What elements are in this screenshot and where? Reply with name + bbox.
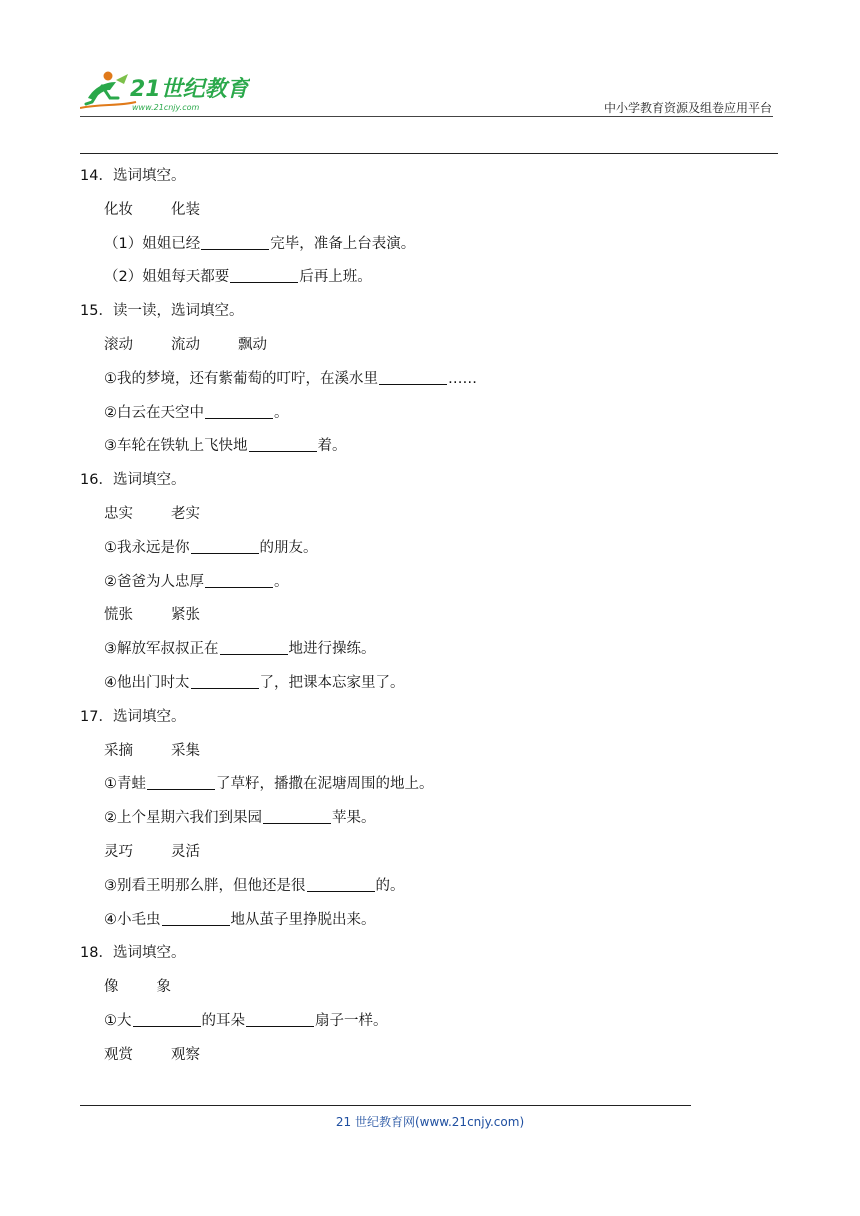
answer-blank[interactable] bbox=[133, 1010, 201, 1027]
sentence-text: ①大 bbox=[104, 1012, 132, 1029]
sentence-text: 后再上班。 bbox=[299, 269, 372, 286]
sentence bbox=[80, 633, 780, 667]
sentence bbox=[80, 802, 780, 836]
question-title: 17．选词填空。 bbox=[80, 708, 186, 725]
answer-blank[interactable] bbox=[205, 571, 273, 588]
sentence-text: ①青蛙 bbox=[104, 776, 146, 793]
answer-blank[interactable] bbox=[249, 435, 317, 452]
word-choice: 流动 bbox=[171, 336, 200, 353]
sentence-text: 。 bbox=[274, 404, 289, 421]
sentence-text: 了草籽，播撒在泥塘周围的地上。 bbox=[216, 776, 434, 793]
sentence bbox=[80, 566, 780, 600]
answer-blank[interactable] bbox=[230, 266, 298, 283]
sentence bbox=[80, 261, 780, 295]
word-choice: 飘动 bbox=[238, 336, 267, 353]
word-choice: 灵活 bbox=[171, 843, 200, 860]
sentence-text: 完毕，准备上台表演。 bbox=[270, 235, 416, 252]
sentence-text: ③车轮在铁轨上飞快地 bbox=[104, 438, 248, 455]
answer-blank[interactable] bbox=[379, 368, 447, 385]
svg-text:www.21cnjy.com: www.21cnjy.com bbox=[132, 103, 200, 112]
answer-blank[interactable] bbox=[246, 1010, 314, 1027]
sentence bbox=[80, 532, 780, 566]
sentence-text: ②上个星期六我们到果园 bbox=[104, 810, 262, 827]
word-choice: 慌张 bbox=[104, 607, 133, 624]
word-choices bbox=[80, 1039, 780, 1073]
word-choice: 采集 bbox=[171, 742, 200, 759]
sentence bbox=[80, 768, 780, 802]
sentence bbox=[80, 430, 780, 464]
sentence bbox=[80, 1005, 780, 1039]
word-choices bbox=[80, 735, 780, 769]
word-choice: 象 bbox=[156, 979, 171, 996]
answer-blank[interactable] bbox=[147, 773, 215, 790]
answer-blank[interactable] bbox=[263, 807, 331, 824]
word-choice: 老实 bbox=[171, 505, 200, 522]
sentence-text: 的。 bbox=[375, 877, 405, 894]
question-title: 14．选词填空。 bbox=[80, 168, 186, 184]
word-choice: 观赏 bbox=[104, 1046, 133, 1063]
question-title: 16．选词填空。 bbox=[80, 472, 186, 489]
platform-label: 中小学教育资源及组卷应用平台 bbox=[603, 101, 772, 115]
sentence-text: 苹果。 bbox=[332, 810, 376, 827]
answer-blank[interactable] bbox=[220, 638, 288, 655]
sentence bbox=[80, 667, 780, 701]
sentence-text: ③解放军叔叔正在 bbox=[104, 641, 219, 658]
sentence-text: 地从茧子里挣脱出来。 bbox=[230, 911, 376, 928]
word-choice: 灵巧 bbox=[104, 843, 133, 860]
logo bbox=[80, 68, 250, 118]
sentence bbox=[80, 870, 780, 904]
sentence bbox=[80, 904, 780, 938]
footer-text: 21 世纪教育网(www.21cnjy.com) bbox=[335, 1115, 525, 1129]
word-choice: 紧张 bbox=[171, 607, 200, 624]
sentence bbox=[80, 363, 780, 397]
sentence-text: ③别看王明那么胖，但他还是很 bbox=[104, 877, 306, 894]
sentence-text: （1）姐姐已经 bbox=[104, 235, 201, 252]
sentence-text: 的耳朵 bbox=[201, 1012, 245, 1029]
sentence bbox=[80, 397, 780, 431]
sentence bbox=[80, 228, 780, 262]
answer-blank[interactable] bbox=[201, 233, 269, 250]
word-choices bbox=[80, 498, 780, 532]
word-choices bbox=[80, 599, 780, 633]
answer-blank[interactable] bbox=[307, 875, 375, 892]
word-choice: 采摘 bbox=[104, 742, 133, 759]
word-choices bbox=[80, 836, 780, 870]
word-choice: 化妆 bbox=[104, 201, 133, 218]
answer-blank[interactable] bbox=[205, 402, 273, 419]
answer-blank[interactable] bbox=[191, 672, 259, 689]
sentence-text: ①我永远是你 bbox=[104, 539, 190, 556]
sentence-text: ④他出门时太 bbox=[104, 674, 190, 691]
questions bbox=[80, 160, 780, 1073]
answer-blank[interactable] bbox=[162, 909, 230, 926]
sentence-text: ①我的梦境，还有紫葡萄的叮咛，在溪水里 bbox=[104, 370, 378, 387]
sentence-text: 着。 bbox=[317, 438, 347, 455]
sentence-text: 的朋友。 bbox=[259, 539, 318, 556]
answer-blank[interactable] bbox=[191, 537, 259, 554]
word-choice: 忠实 bbox=[104, 505, 133, 522]
sentence-text: （2）姐姐每天都要 bbox=[104, 269, 230, 286]
word-choices bbox=[80, 971, 780, 1005]
header-divider-thin bbox=[80, 116, 773, 117]
sentence-text: ②白云在天空中 bbox=[104, 404, 204, 421]
sentence-text: 。 bbox=[274, 573, 289, 590]
runner-logo-icon bbox=[80, 72, 136, 109]
word-choice: 观察 bbox=[171, 1046, 200, 1063]
question-title: 18．选词填空。 bbox=[80, 945, 186, 962]
sentence-text: 扇子一样。 bbox=[315, 1012, 388, 1029]
sentence-text: ②爸爸为人忠厚 bbox=[104, 573, 204, 590]
word-choice: 化装 bbox=[171, 201, 200, 218]
word-choices bbox=[80, 329, 780, 363]
footer-divider bbox=[80, 1105, 691, 1106]
word-choice: 像 bbox=[104, 979, 119, 996]
sentence-text: …… bbox=[448, 370, 477, 387]
word-choices bbox=[80, 194, 780, 228]
word-choice: 滚动 bbox=[104, 336, 133, 353]
question-title: 15．读一读，选词填空。 bbox=[80, 303, 244, 320]
sentence-text: 地进行操练。 bbox=[288, 641, 376, 658]
sentence-text: 了，把课本忘家里了。 bbox=[259, 674, 405, 691]
header-divider bbox=[80, 153, 778, 154]
svg-text:21世纪教育: 21世纪教育 bbox=[130, 77, 249, 102]
sentence-text: ④小毛虫 bbox=[104, 911, 161, 928]
